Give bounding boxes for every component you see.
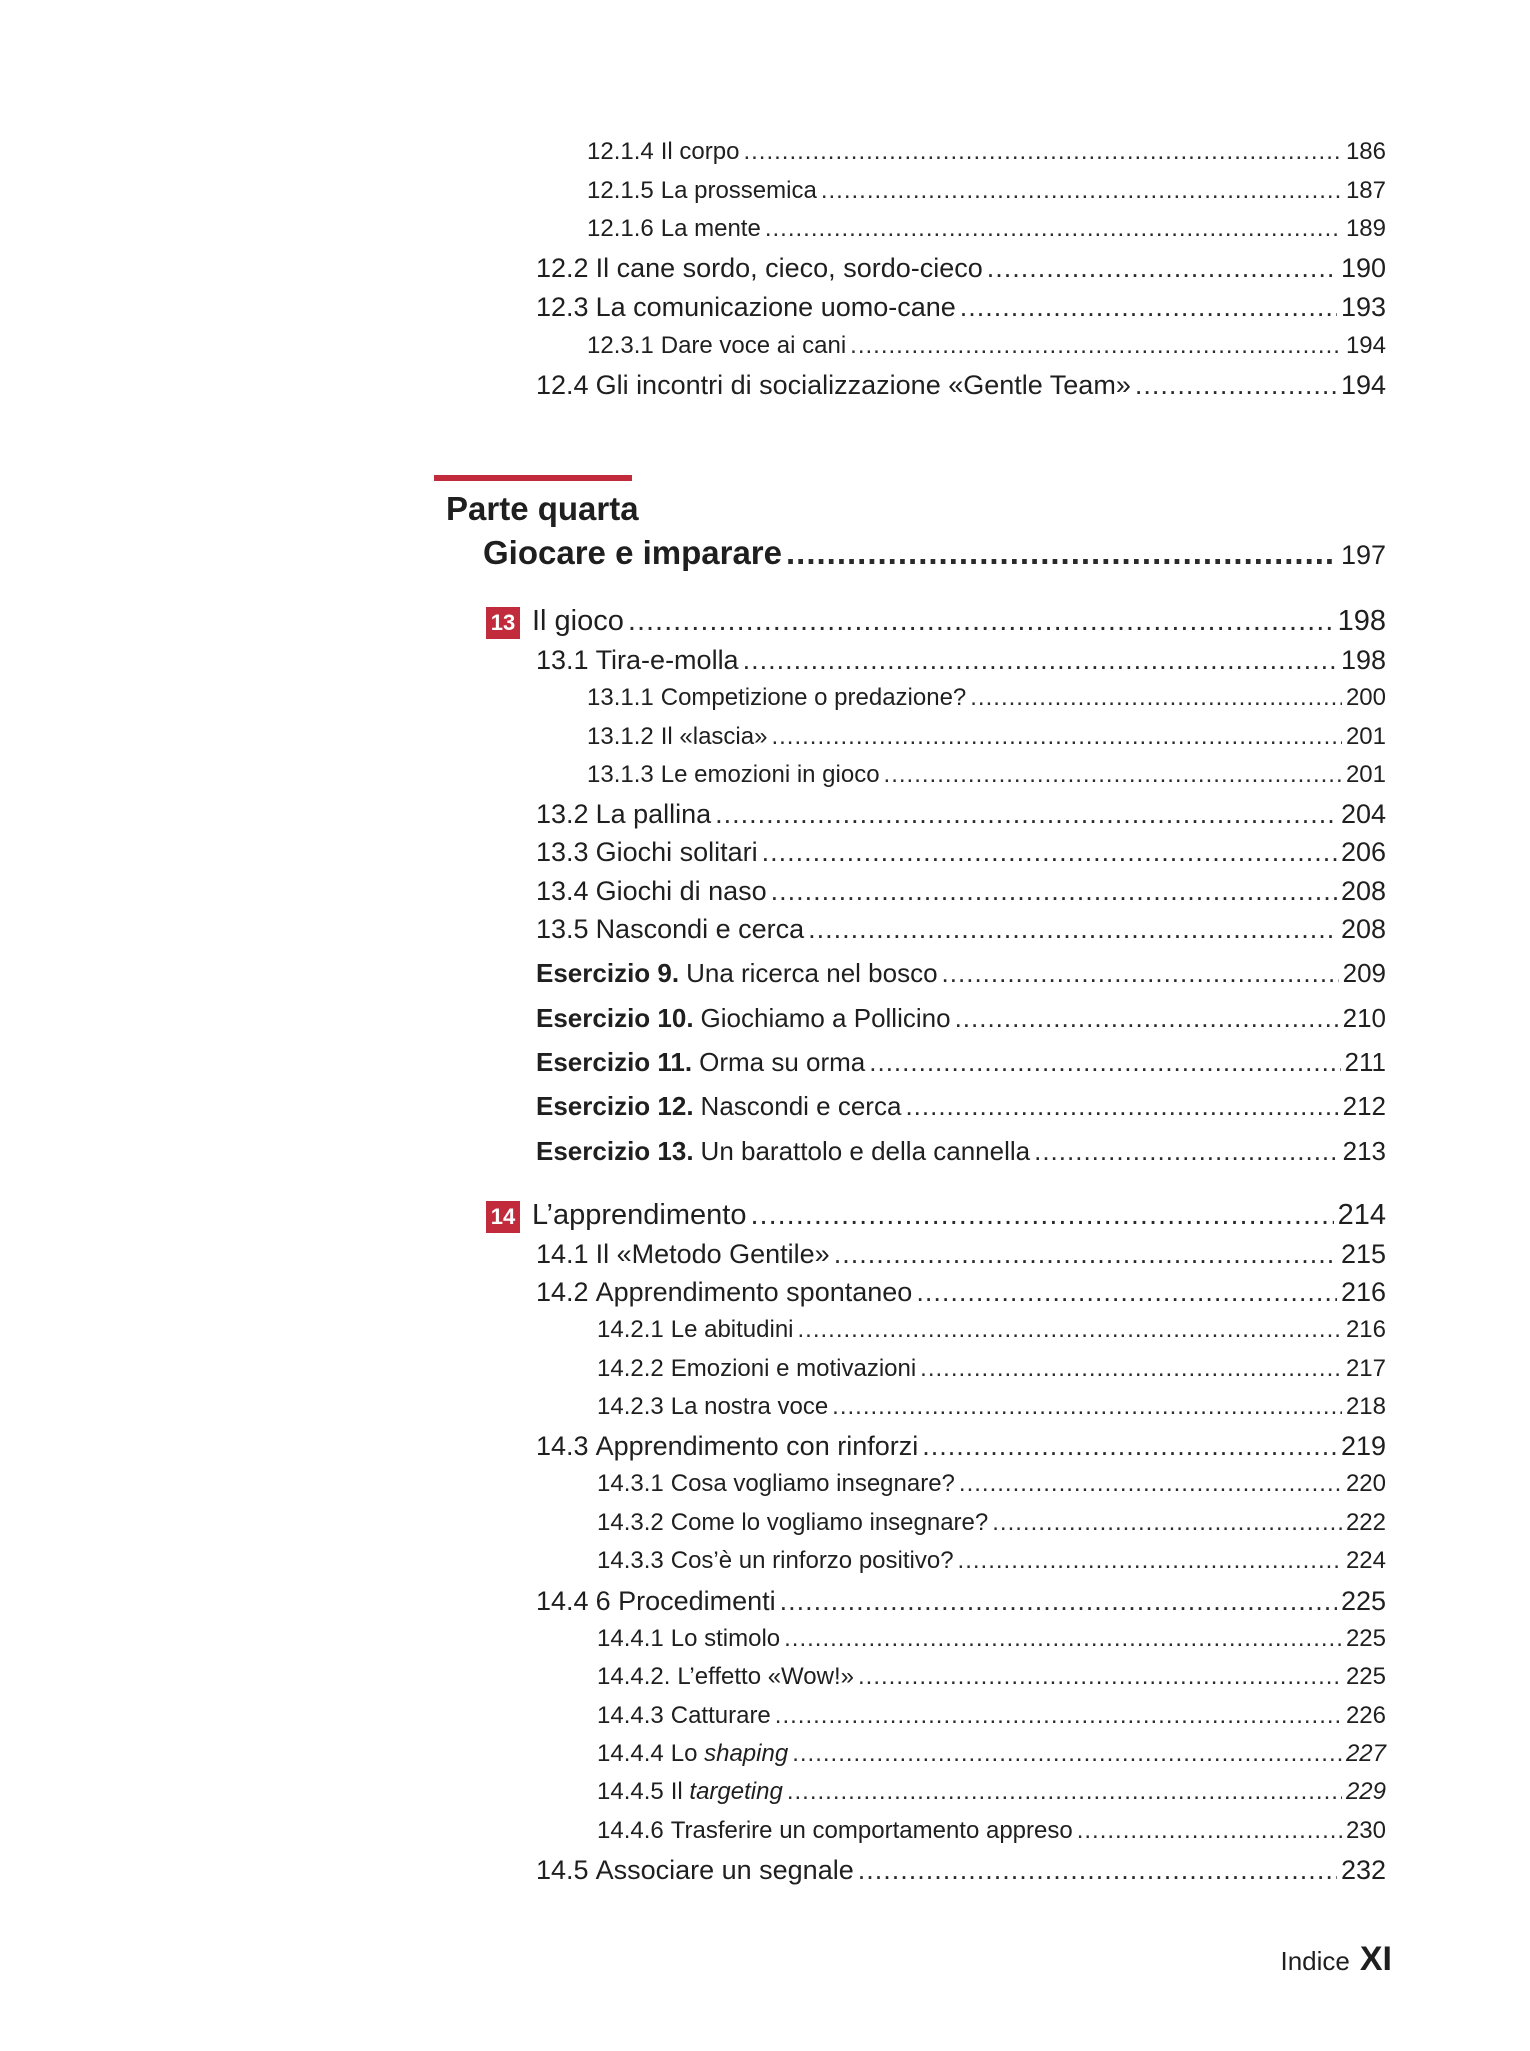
toc-entry[interactable] (597, 1817, 1386, 1853)
dot-leader (959, 1470, 1342, 1498)
entry-page: 198 (1340, 645, 1386, 675)
chapter-badge: 13 (486, 607, 520, 639)
dot-leader (858, 1855, 1337, 1886)
entry-number: 12.2 (536, 253, 589, 283)
dot-leader (920, 1355, 1342, 1383)
italic-term: shaping (704, 1740, 789, 1767)
exercise-number: Esercizio 9. (536, 958, 680, 988)
part-divider-rule (434, 475, 632, 481)
dot-leader (992, 1509, 1342, 1537)
entry-title: Apprendimento spontaneo (595, 1277, 913, 1307)
toc-entry[interactable] (587, 684, 1386, 720)
chapter-title: L’apprendimento (532, 1199, 747, 1231)
exercise-number: Esercizio 11. (536, 1047, 693, 1077)
entry-page: 193 (1340, 292, 1386, 322)
exercise-entry[interactable] (536, 1003, 1386, 1039)
entry-page: 189 (1345, 215, 1386, 242)
entry-title: La nostra voce (670, 1393, 829, 1420)
entry-number: 13.1.2 (587, 723, 654, 750)
entry-number: 14.3.3 (597, 1547, 664, 1574)
entry-number: 13.3 (536, 837, 589, 867)
entry-page: 225 (1345, 1625, 1386, 1652)
toc-entry[interactable] (536, 1277, 1386, 1313)
italic-term: targeting (689, 1778, 783, 1805)
entry-title: Giochi solitari (595, 837, 758, 867)
toc-entry[interactable] (536, 1586, 1386, 1622)
entry-title: Trasferire un comportamento appreso (670, 1817, 1073, 1844)
entry-page: 214 (1337, 1199, 1386, 1231)
entry-number: 14.2.3 (597, 1393, 664, 1420)
toc-entry[interactable] (597, 1740, 1386, 1776)
entry-page: 206 (1340, 837, 1386, 867)
toc-entry[interactable] (536, 1239, 1386, 1275)
part-title-entry[interactable] (483, 534, 1386, 580)
chapter-title: Il gioco (532, 605, 624, 637)
dot-leader (850, 332, 1342, 360)
dot-leader (834, 1239, 1337, 1270)
entry-page: 224 (1345, 1547, 1386, 1574)
toc-entry[interactable] (587, 138, 1386, 174)
dot-leader (958, 1547, 1342, 1575)
toc-entry[interactable] (597, 1355, 1386, 1391)
entry-page: 215 (1340, 1239, 1386, 1269)
entry-title: Il corpo (660, 138, 740, 165)
entry-title: Lo stimolo (670, 1625, 781, 1652)
toc-entry[interactable] (536, 292, 1386, 328)
entry-title: Come lo vogliamo insegnare? (670, 1509, 989, 1536)
exercise-number: Esercizio 12. (536, 1091, 694, 1121)
dot-leader (942, 958, 1339, 989)
entry-page: 219 (1340, 1431, 1386, 1461)
entry-page: 211 (1344, 1047, 1386, 1077)
dot-leader (743, 138, 1342, 166)
entry-page: 208 (1340, 914, 1386, 944)
dot-leader (628, 605, 1334, 638)
entry-number: 13.5 (536, 914, 589, 944)
toc-entry[interactable] (587, 723, 1386, 759)
entry-title: Lo shaping (670, 1740, 789, 1767)
entry-page: 204 (1340, 799, 1386, 829)
toc-entry[interactable] (536, 837, 1386, 873)
dot-leader (955, 1003, 1339, 1034)
entry-page: 217 (1345, 1355, 1386, 1382)
entry-number: 14.1 (536, 1239, 589, 1269)
toc-entry[interactable] (597, 1547, 1386, 1583)
page-numeral: XI (1359, 1940, 1392, 1978)
toc-entry[interactable] (536, 914, 1386, 950)
toc-entry[interactable] (597, 1778, 1386, 1814)
entry-number: 12.3 (536, 292, 589, 322)
dot-leader (792, 1740, 1342, 1768)
toc-entry[interactable] (536, 645, 1386, 681)
dot-leader (780, 1586, 1337, 1617)
entry-page: 232 (1340, 1855, 1386, 1885)
entry-title: Catturare (670, 1702, 771, 1729)
entry-number: 14.3 (536, 1431, 589, 1461)
dot-leader (858, 1663, 1342, 1691)
entry-page: 194 (1340, 370, 1386, 400)
dot-leader (765, 215, 1342, 243)
exercise-entry[interactable] (536, 1091, 1386, 1127)
entry-title: Le emozioni in gioco (660, 761, 880, 788)
exercise-entry[interactable] (536, 958, 1386, 994)
dot-leader (808, 914, 1337, 945)
chapter-badge: 14 (486, 1201, 520, 1233)
entry-page: 213 (1342, 1136, 1386, 1166)
entry-title: Giochi di naso (595, 876, 767, 906)
entry-page: 200 (1345, 684, 1386, 711)
toc-entry[interactable] (597, 1702, 1386, 1738)
entry-title: Cos’è un rinforzo positivo? (670, 1547, 954, 1574)
toc-entry[interactable] (597, 1316, 1386, 1352)
footer-label: Indice (1280, 1946, 1350, 1976)
entry-number: 12.4 (536, 370, 589, 400)
entry-title: Competizione o predazione? (660, 684, 967, 711)
toc-entry[interactable] (536, 1855, 1386, 1891)
entry-number: 14.2 (536, 1277, 589, 1307)
entry-title: Una ricerca nel bosco (686, 958, 938, 988)
entry-number: 14.3.1 (597, 1470, 664, 1497)
toc-entry[interactable] (597, 1393, 1386, 1429)
entry-number: 14.4.3 (597, 1702, 664, 1729)
entry-title: Dare voce ai cani (660, 332, 847, 359)
entry-number: 14.4.2. (597, 1663, 671, 1690)
entry-title: Le abitudini (670, 1316, 794, 1343)
exercise-number: Esercizio 10. (536, 1003, 694, 1033)
dot-leader (905, 1091, 1338, 1122)
entry-title: Emozioni e motivazioni (670, 1355, 917, 1382)
dot-leader (775, 1702, 1342, 1730)
dot-leader (771, 876, 1337, 907)
entry-page: 186 (1345, 138, 1386, 165)
part-label: Parte quarta (446, 490, 639, 527)
dot-leader (784, 1625, 1342, 1653)
entry-page: 209 (1342, 958, 1386, 988)
dot-leader (869, 1047, 1340, 1078)
entry-page: 226 (1345, 1702, 1386, 1729)
entry-number: 14.2.2 (597, 1355, 664, 1382)
dot-leader (787, 1778, 1342, 1806)
toc-entry[interactable] (536, 799, 1386, 835)
dot-leader (771, 723, 1341, 751)
entry-number: 13.1.3 (587, 761, 654, 788)
entry-number: 14.3.2 (597, 1509, 664, 1536)
entry-number: 14.2.1 (597, 1316, 664, 1343)
entry-number: 14.4.4 (597, 1740, 664, 1767)
entry-page: 208 (1340, 876, 1386, 906)
entry-page: 201 (1345, 761, 1386, 788)
dot-leader (987, 253, 1337, 284)
dot-leader (1034, 1136, 1339, 1167)
dot-leader (762, 837, 1337, 868)
entry-page: 194 (1345, 332, 1386, 359)
dot-leader (715, 799, 1337, 830)
entry-title: La prossemica (660, 177, 817, 204)
entry-page: 225 (1345, 1663, 1386, 1690)
exercise-entry[interactable] (536, 1047, 1386, 1083)
entry-title: Nascondi e cerca (700, 1091, 902, 1121)
page-footer (1280, 1940, 1392, 1979)
toc-entry[interactable] (587, 332, 1386, 368)
entry-number: 14.4.5 (597, 1778, 664, 1805)
entry-title: Un barattolo e della cannella (700, 1136, 1031, 1166)
entry-title: Associare un segnale (595, 1855, 854, 1885)
entry-title: Tira-e-molla (595, 645, 739, 675)
exercise-number: Esercizio 13. (536, 1136, 694, 1166)
entry-page: 216 (1345, 1316, 1386, 1343)
entry-number: 12.1.5 (587, 177, 654, 204)
entry-page: 187 (1345, 177, 1386, 204)
entry-title: Il «Metodo Gentile» (595, 1239, 830, 1269)
entry-page: 212 (1342, 1091, 1386, 1121)
entry-title: Cosa vogliamo insegnare? (670, 1470, 955, 1497)
chapter-entry[interactable] (486, 605, 1386, 641)
entry-page: 220 (1345, 1470, 1386, 1497)
entry-title: La comunicazione uomo-cane (595, 292, 956, 322)
entry-page: 230 (1345, 1817, 1386, 1844)
entry-number: 13.4 (536, 876, 589, 906)
entry-title: L’effetto «Wow!» (677, 1663, 854, 1690)
dot-leader (750, 1199, 1333, 1232)
entry-number: 13.1 (536, 645, 589, 675)
entry-title: Il «lascia» (660, 723, 768, 750)
entry-number: 14.5 (536, 1855, 589, 1885)
toc-entry[interactable] (597, 1470, 1386, 1506)
entry-number: 14.4.1 (597, 1625, 664, 1652)
dot-leader (821, 177, 1342, 205)
toc-entry[interactable] (587, 761, 1386, 797)
part-title: Giocare e imparare (483, 534, 782, 571)
entry-page: 216 (1340, 1277, 1386, 1307)
entry-page: 229 (1345, 1778, 1386, 1805)
entry-title: Nascondi e cerca (595, 914, 805, 944)
entry-number: 12.3.1 (587, 332, 654, 359)
entry-title: 6 Procedimenti (595, 1586, 776, 1616)
chapter-entry[interactable] (486, 1199, 1386, 1235)
toc-entry[interactable] (597, 1663, 1386, 1699)
entry-number: 12.1.4 (587, 138, 654, 165)
entry-title: La pallina (595, 799, 712, 829)
entry-title: Il cane sordo, cieco, sordo-cieco (595, 253, 983, 283)
toc-entry[interactable] (597, 1625, 1386, 1661)
dot-leader (922, 1431, 1337, 1462)
toc-entry[interactable] (597, 1509, 1386, 1545)
toc-entry[interactable] (536, 370, 1386, 406)
entry-page: 218 (1345, 1393, 1386, 1420)
toc-entry[interactable] (587, 215, 1386, 251)
dot-leader (916, 1277, 1337, 1308)
entry-number: 12.1.6 (587, 215, 654, 242)
exercise-entry[interactable] (536, 1136, 1386, 1172)
toc-entry[interactable] (536, 253, 1386, 289)
dot-leader (786, 534, 1337, 572)
toc-entry[interactable] (536, 876, 1386, 912)
entry-title: Giochiamo a Pollicino (700, 1003, 951, 1033)
dot-leader (798, 1316, 1342, 1344)
entry-number: 14.4 (536, 1586, 589, 1616)
entry-page: 225 (1340, 1586, 1386, 1616)
entry-title: La mente (660, 215, 761, 242)
dot-leader (884, 761, 1342, 789)
toc-entry[interactable] (536, 1431, 1386, 1467)
entry-number: 14.4.6 (597, 1817, 664, 1844)
entry-page: 210 (1342, 1003, 1386, 1033)
dot-leader (960, 292, 1337, 323)
entry-number: 13.2 (536, 799, 589, 829)
dot-leader (970, 684, 1342, 712)
entry-title: Il targeting (670, 1778, 783, 1805)
entry-page: 201 (1345, 723, 1386, 750)
toc-entry[interactable] (587, 177, 1386, 213)
entry-title: Apprendimento con rinforzi (595, 1431, 919, 1461)
entry-page: 197 (1340, 540, 1386, 570)
entry-page: 198 (1337, 605, 1386, 637)
entry-page: 190 (1340, 253, 1386, 283)
dot-leader (832, 1393, 1342, 1421)
dot-leader (1135, 370, 1337, 401)
entry-page: 227 (1345, 1740, 1386, 1767)
entry-number: 13.1.1 (587, 684, 654, 711)
entry-title: Orma su orma (699, 1047, 866, 1077)
dot-leader (743, 645, 1337, 676)
dot-leader (1077, 1817, 1342, 1845)
entry-title: Gli incontri di socializzazione «Gentle Team» (595, 370, 1131, 400)
entry-page: 222 (1345, 1509, 1386, 1536)
